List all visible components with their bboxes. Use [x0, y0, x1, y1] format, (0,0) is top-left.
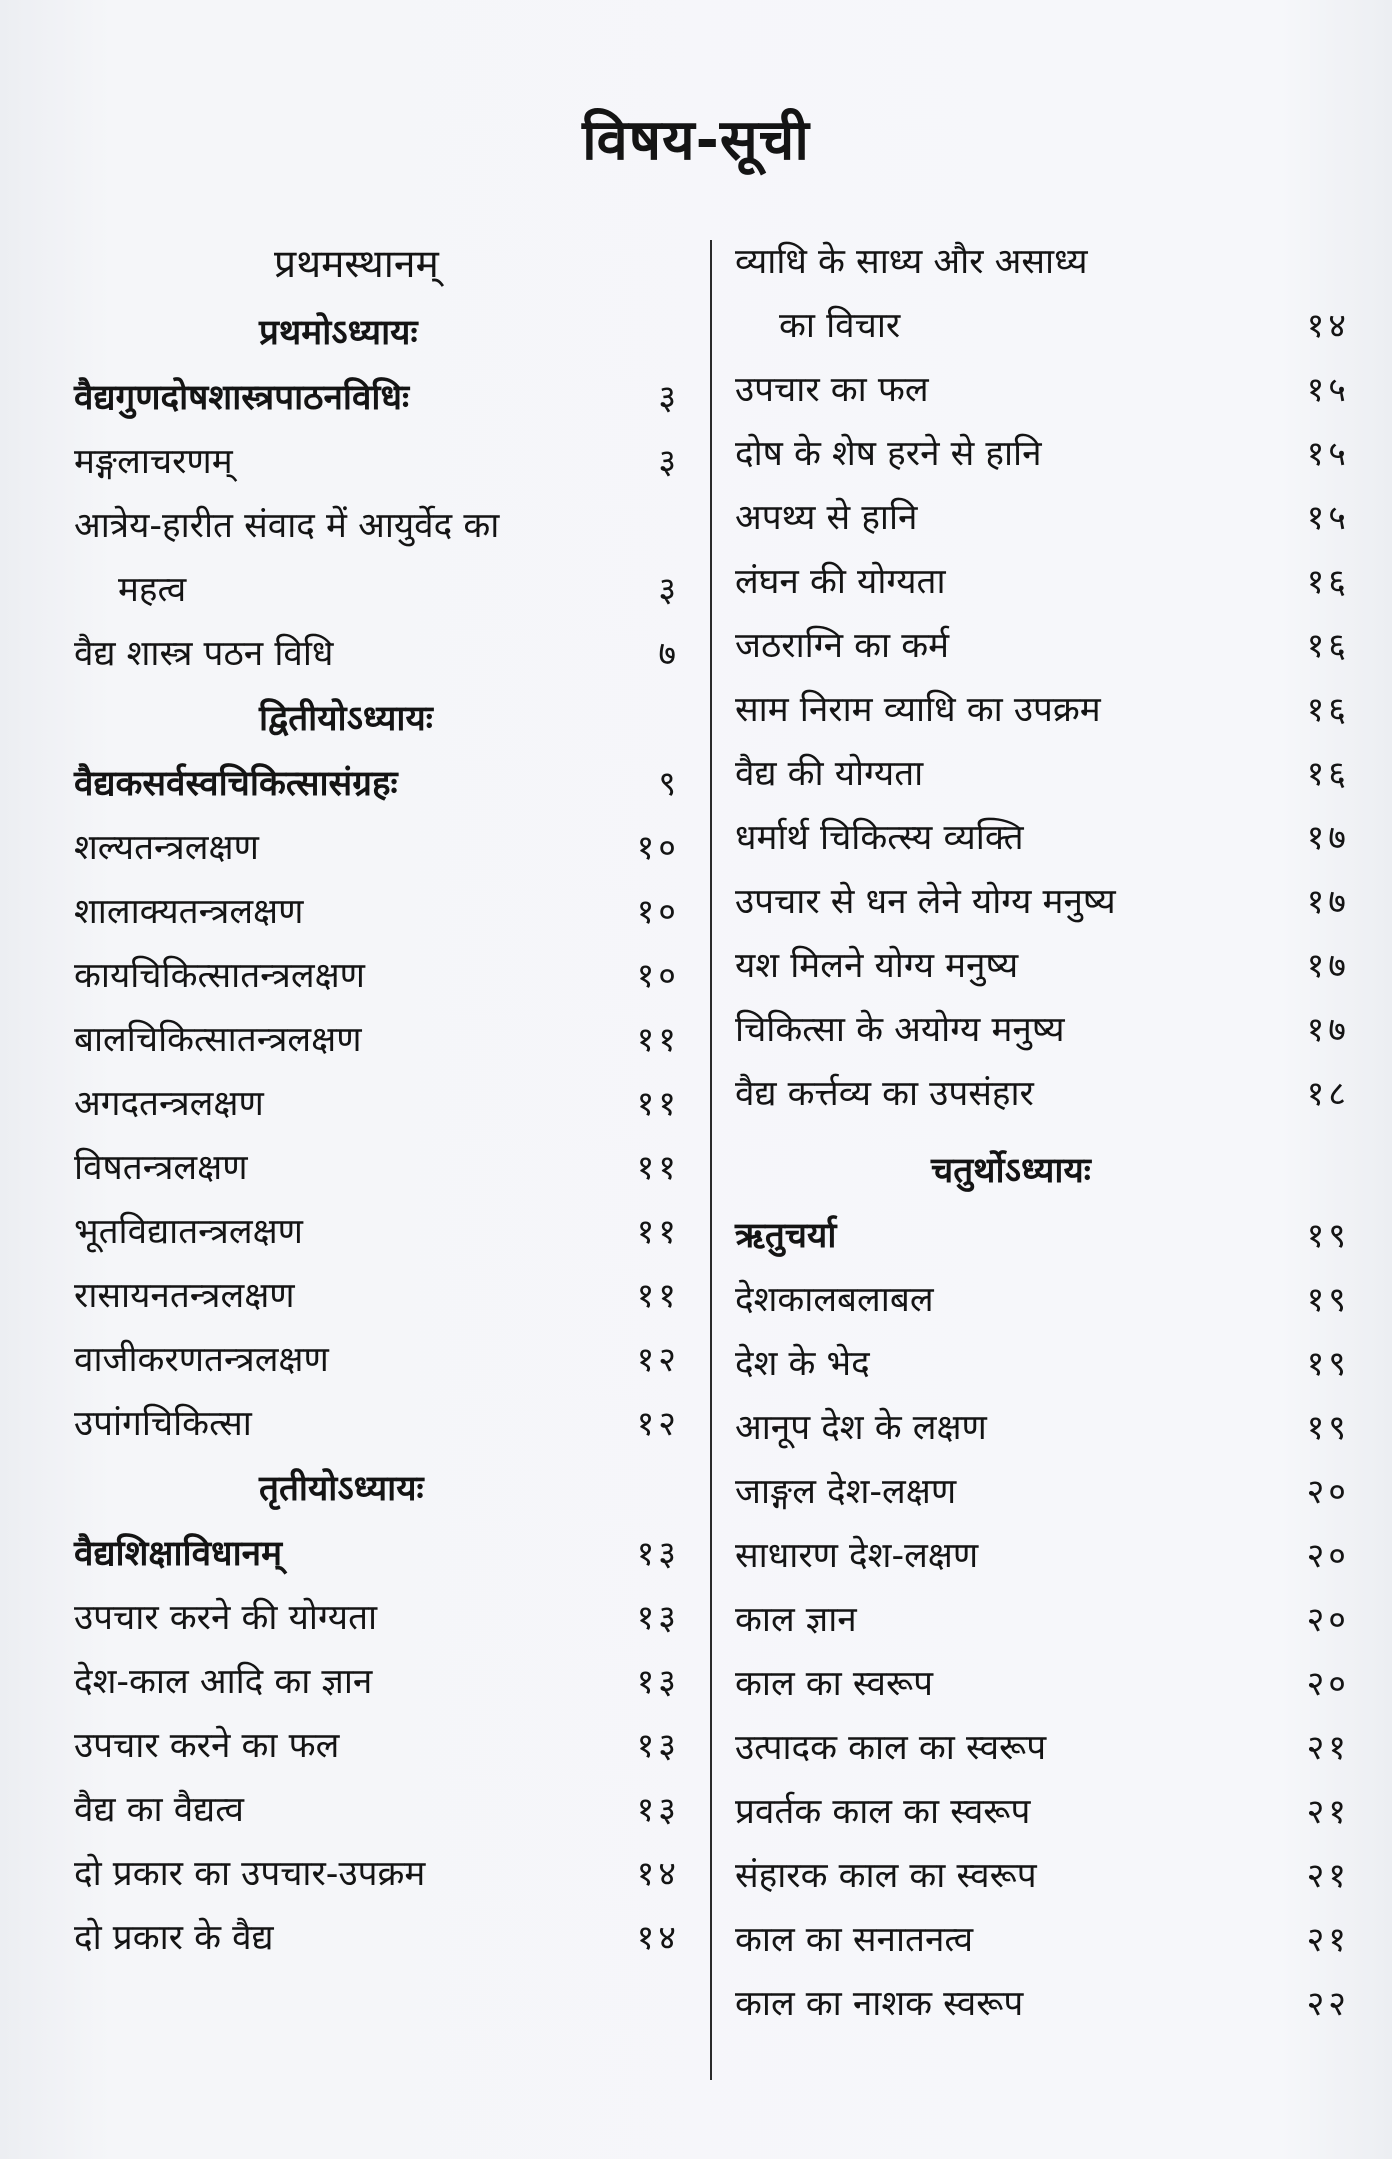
- toc-entry[interactable]: [735, 550, 1350, 614]
- toc-page: ११: [636, 1020, 680, 1060]
- toc-label: काल का सनातनत्व: [735, 1920, 974, 1960]
- toc-label: देश के भेद: [735, 1344, 870, 1384]
- toc-entry[interactable]: [74, 1008, 680, 1072]
- toc-page: १५: [1306, 434, 1350, 474]
- column-divider: [710, 240, 712, 2080]
- toc-label: भूतविद्यातन्त्रलक्षण: [74, 1212, 303, 1252]
- toc-page: १३: [636, 1726, 680, 1766]
- toc-entry[interactable]: [74, 1200, 680, 1264]
- toc-entry[interactable]: [735, 1972, 1350, 2036]
- toc-label: दो प्रकार के वैद्य: [74, 1918, 274, 1958]
- toc-page: १४: [636, 1918, 680, 1958]
- toc-page: ११: [636, 1276, 680, 1316]
- toc-page: १२: [636, 1404, 680, 1444]
- toc-page: ११: [636, 1084, 680, 1124]
- toc-label-cont: का विचार: [779, 306, 901, 346]
- toc-entry[interactable]: [74, 1264, 680, 1328]
- toc-entry[interactable]: [74, 816, 680, 880]
- toc-entry[interactable]: [735, 1844, 1350, 1908]
- toc-page: १२: [636, 1340, 680, 1380]
- chapter-heading-4: चतुर्थोऽध्यायः: [931, 1151, 1091, 1191]
- toc-label: व्याधि के साध्य और असाध्य: [735, 242, 1088, 282]
- toc-entry[interactable]: [74, 366, 680, 430]
- toc-label: उत्पादक काल का स्वरूप: [735, 1728, 1047, 1768]
- toc-page: १०: [636, 956, 680, 996]
- toc-page: ३: [658, 570, 680, 610]
- toc-page: १६: [1306, 754, 1350, 794]
- toc-page: १८: [1306, 1074, 1350, 1114]
- toc-page: १५: [1306, 370, 1350, 410]
- toc-label: वैद्यगुणदोषशास्त्रपाठनविधिः: [74, 378, 410, 418]
- toc-entry[interactable]: [735, 742, 1350, 806]
- toc-label: उपचार करने की योग्यता: [74, 1598, 378, 1638]
- toc-entry[interactable]: [74, 1072, 680, 1136]
- toc-entry[interactable]: [735, 1332, 1350, 1396]
- toc-label: बालचिकित्सातन्त्रलक्षण: [74, 1020, 362, 1060]
- right-column: [735, 230, 1350, 2036]
- toc-entry[interactable]: [74, 494, 680, 622]
- toc-entry[interactable]: [735, 1588, 1350, 1652]
- toc-entry[interactable]: [74, 1714, 680, 1778]
- section-heading: प्रथमस्थानम्: [274, 242, 439, 287]
- toc-entry[interactable]: [74, 752, 680, 816]
- toc-page: २१: [1306, 1920, 1350, 1960]
- toc-entry[interactable]: [735, 678, 1350, 742]
- toc-page: २०: [1306, 1664, 1350, 1704]
- toc-label: देशकालबलाबल: [735, 1280, 934, 1320]
- toc-entry[interactable]: [735, 230, 1350, 358]
- chapter-heading-1: प्रथमोऽध्यायः: [259, 313, 418, 353]
- toc-entry[interactable]: [735, 486, 1350, 550]
- toc-entry[interactable]: [735, 1062, 1350, 1126]
- toc-label: काल ज्ञान: [735, 1600, 857, 1640]
- toc-page: १३: [636, 1598, 680, 1638]
- toc-page: १०: [636, 892, 680, 932]
- toc-page: ३: [658, 378, 680, 418]
- toc-page: १७: [1306, 818, 1350, 858]
- toc-entry[interactable]: [735, 1460, 1350, 1524]
- toc-page: २१: [1306, 1728, 1350, 1768]
- toc-label-cont: महत्व: [118, 570, 187, 610]
- toc-page: ११: [636, 1148, 680, 1188]
- toc-label: देश-काल आदि का ज्ञान: [74, 1662, 373, 1702]
- toc-page: १६: [1306, 562, 1350, 602]
- toc-entry[interactable]: [74, 1842, 680, 1906]
- toc-entry[interactable]: [74, 1136, 680, 1200]
- toc-page: ९: [658, 764, 680, 804]
- toc-page: २०: [1306, 1536, 1350, 1576]
- toc-entry[interactable]: [735, 870, 1350, 934]
- toc-label: कायचिकित्सातन्त्रलक्षण: [74, 956, 365, 996]
- toc-entry[interactable]: [735, 1716, 1350, 1780]
- left-column: [74, 230, 680, 1970]
- toc-entry[interactable]: [735, 1204, 1350, 1268]
- toc-entry[interactable]: [74, 1650, 680, 1714]
- toc-page: १७: [1306, 1010, 1350, 1050]
- toc-label: संहारक काल का स्वरूप: [735, 1856, 1037, 1896]
- toc-page: १३: [636, 1662, 680, 1702]
- toc-page: २१: [1306, 1856, 1350, 1896]
- toc-entry[interactable]: [735, 1268, 1350, 1332]
- toc-label: विषतन्त्रलक्षण: [74, 1148, 248, 1188]
- toc-label: शालाक्यतन्त्रलक्षण: [74, 892, 304, 932]
- toc-label: चिकित्सा के अयोग्य मनुष्य: [735, 1010, 1065, 1050]
- toc-entry[interactable]: [74, 622, 680, 686]
- toc-label: आनूप देश के लक्षण: [735, 1408, 987, 1448]
- toc-entry[interactable]: [74, 944, 680, 1008]
- toc-page: १३: [636, 1534, 680, 1574]
- toc-label: काल का स्वरूप: [735, 1664, 934, 1704]
- toc-label: यश मिलने योग्य मनुष्य: [735, 946, 1019, 986]
- toc-entry[interactable]: [735, 614, 1350, 678]
- toc-page: १६: [1306, 626, 1350, 666]
- toc-entry[interactable]: [74, 1586, 680, 1650]
- toc-label: अपथ्य से हानि: [735, 498, 918, 538]
- page-title: विषय-सूची: [582, 108, 810, 173]
- chapter-heading-2: द्वितीयोऽध्यायः: [259, 699, 433, 739]
- toc-entry[interactable]: [735, 422, 1350, 486]
- toc-label: आत्रेय-हारीत संवाद में आयुर्वेद का: [74, 506, 500, 546]
- toc-label: वैद्य शास्त्र पठन विधि: [74, 634, 334, 674]
- toc-entry[interactable]: [735, 806, 1350, 870]
- toc-page: १४: [636, 1854, 680, 1894]
- toc-entry[interactable]: [735, 358, 1350, 422]
- toc-page: १९: [1306, 1408, 1350, 1448]
- toc-label: उपांगचिकित्सा: [74, 1404, 252, 1444]
- toc-page: १९: [1306, 1344, 1350, 1384]
- toc-label: वाजीकरणतन्त्रलक्षण: [74, 1340, 329, 1380]
- toc-label: रासायनतन्त्रलक्षण: [74, 1276, 295, 1316]
- toc-label: दो प्रकार का उपचार-उपक्रम: [74, 1854, 426, 1894]
- toc-page: १३: [636, 1790, 680, 1830]
- toc-entry[interactable]: [74, 1392, 680, 1456]
- toc-page: १५: [1306, 498, 1350, 538]
- toc-page: १७: [1306, 946, 1350, 986]
- toc-label: लंघन की योग्यता: [735, 562, 946, 602]
- toc-entry[interactable]: [735, 934, 1350, 998]
- toc-page: २२: [1306, 1984, 1350, 2024]
- toc-label: शल्यतन्त्रलक्षण: [74, 828, 259, 868]
- toc-label: उपचार करने का फल: [74, 1726, 340, 1766]
- toc-label: वैद्य की योग्यता: [735, 754, 924, 794]
- toc-label: वैद्यकसर्वस्वचिकित्सासंग्रहः: [74, 764, 398, 804]
- toc-label: धर्मार्थ चिकित्स्य व्यक्ति: [735, 818, 1024, 858]
- toc-label: दोष के शेष हरने से हानि: [735, 434, 1042, 474]
- toc-entry[interactable]: [735, 1524, 1350, 1588]
- toc-page: १७: [1306, 882, 1350, 922]
- toc-label: ऋतुचर्या: [735, 1216, 837, 1256]
- toc-entry[interactable]: [74, 430, 680, 494]
- toc-label: जाङ्गल देश-लक्षण: [735, 1472, 957, 1512]
- toc-entry[interactable]: [74, 1778, 680, 1842]
- toc-label: वैद्य का वैद्यत्व: [74, 1790, 244, 1830]
- toc-entry[interactable]: [735, 1652, 1350, 1716]
- toc-page: १९: [1306, 1216, 1350, 1256]
- toc-label: अगदतन्त्रलक्षण: [74, 1084, 264, 1124]
- toc-label: वैद्यशिक्षाविधानम्: [74, 1534, 283, 1574]
- chapter-heading-3: तृतीयोऽध्यायः: [259, 1469, 424, 1509]
- toc-page: २०: [1306, 1472, 1350, 1512]
- toc-label: उपचार का फल: [735, 370, 929, 410]
- toc-label: जठराग्नि का कर्म: [735, 626, 950, 666]
- toc-entry[interactable]: [74, 880, 680, 944]
- toc-page: २१: [1306, 1792, 1350, 1832]
- toc-entry[interactable]: [74, 1328, 680, 1392]
- toc-entry[interactable]: [735, 998, 1350, 1062]
- toc-page: ११: [636, 1212, 680, 1252]
- toc-label: प्रवर्तक काल का स्वरूप: [735, 1792, 1031, 1832]
- toc-page: १६: [1306, 690, 1350, 730]
- toc-label: साम निराम व्याधि का उपक्रम: [735, 690, 1101, 730]
- toc-label: उपचार से धन लेने योग्य मनुष्य: [735, 882, 1116, 922]
- toc-page: १४: [1306, 306, 1350, 346]
- toc-page: ७: [658, 634, 680, 674]
- toc-entry[interactable]: [74, 1906, 680, 1970]
- toc-page: २०: [1306, 1600, 1350, 1640]
- toc-entry[interactable]: [74, 1522, 680, 1586]
- toc-label: साधारण देश-लक्षण: [735, 1536, 979, 1576]
- toc-page: १९: [1306, 1280, 1350, 1320]
- toc-page: १०: [636, 828, 680, 868]
- toc-page: ३: [658, 442, 680, 482]
- toc-label: मङ्गलाचरणम्: [74, 442, 233, 482]
- toc-entry[interactable]: [735, 1396, 1350, 1460]
- toc-entry[interactable]: [735, 1908, 1350, 1972]
- toc-entry[interactable]: [735, 1780, 1350, 1844]
- toc-label: काल का नाशक स्वरूप: [735, 1984, 1024, 2024]
- toc-label: वैद्य कर्त्तव्य का उपसंहार: [735, 1074, 1034, 1114]
